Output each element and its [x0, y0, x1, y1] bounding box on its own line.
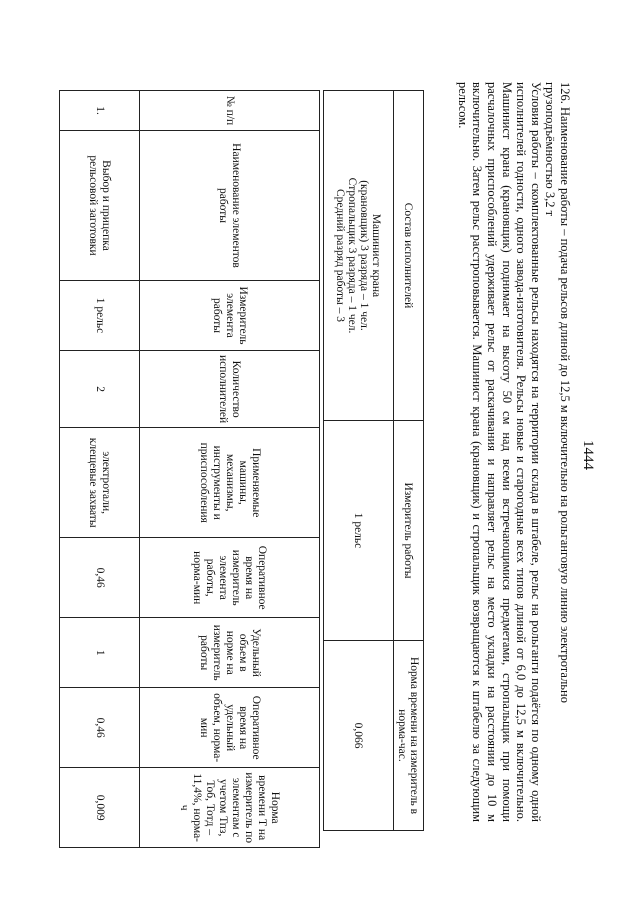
- row-norm: 0,009: [60, 768, 140, 848]
- row-name: Выбор и прицепка рельсовой заготовки: [60, 131, 140, 281]
- header-name: Наименование элементов работы: [140, 131, 320, 281]
- row-op-time: 0,46: [60, 538, 140, 618]
- header-volume: Удельный объем в норме на измеритель работы: [140, 618, 320, 688]
- row-op-time-vol: 0,46: [60, 688, 140, 768]
- page-number: 1444: [580, 440, 596, 470]
- header-machines: Применяемые машины, механизмы, инструменты и приспособления: [140, 428, 320, 538]
- row-machines: электротали, клещевые захваты: [60, 428, 140, 538]
- header-norm-time: Норма времени Т на измеритель по элементам с учетом Тпз, Тоб, Тотд – 11,4%, норма-ч: [140, 768, 320, 848]
- work-title-cont: грузоподъёмностью 3,2 т: [543, 82, 558, 217]
- header-op-time: Оперативное время на измеритель элемента работы, норма-мин: [140, 538, 320, 618]
- header-num: № п/п: [140, 91, 320, 131]
- summary-table: [323, 90, 424, 831]
- header-op-time-vol: Оперативное время на удельный объем, норма-мин: [140, 688, 320, 768]
- header-crew-count: Количество исполнителей: [140, 351, 320, 428]
- work-title: 126. Наименование работы – подача рельсов длиной до 12,5 м включительно на рольганговую линию электротально: [558, 82, 572, 703]
- header-crew: Состав исполнителей: [394, 91, 424, 421]
- header-norm: Норма времени на измеритель в норма-час.: [394, 641, 424, 831]
- header-unit: Измеритель работы: [394, 421, 424, 641]
- work-conditions: Условия работы – скомплектованные рельсы находятся на территории склада в штабеле, рельс на рольганги подаётся по одному одной исполнителей годности, одного завода-изготовителя. Рельсы новые и старогодные всех типов длиной от 6,0 до 12,5 м включительно. Машинист крана (крановщик) поднимает на высоту 50 см над всеми встречающимися предметами, стропальщик при помощи расчалочных приспособлений удерживает рельс от раскачивания и направляет рельс на место укладки на расстоянии до 10 м включительно. Затем рельс расстроповывается. Машинист крана (крановщик) и стропальщик возвращаются к штабелю за следующим рельсом.: [455, 82, 543, 822]
- row-num: 1.: [60, 91, 140, 131]
- row-volume: 1: [60, 618, 140, 688]
- document-text: [455, 82, 572, 822]
- crew-cell: Машинист крана (крановщик) 3 разряда – 1 чел. Стропальщик 3 разряда – 1 чел. Средний разряд работы – 3: [324, 91, 394, 421]
- unit-cell: 1 рельс: [324, 421, 394, 641]
- row-crew-count: 2: [60, 351, 140, 428]
- header-elem-unit: Измеритель элемента работы: [140, 281, 320, 351]
- table-row: [60, 91, 140, 848]
- row-unit: 1 рельс: [60, 281, 140, 351]
- detail-table: [59, 90, 320, 848]
- norm-cell: 0,066: [324, 641, 394, 831]
